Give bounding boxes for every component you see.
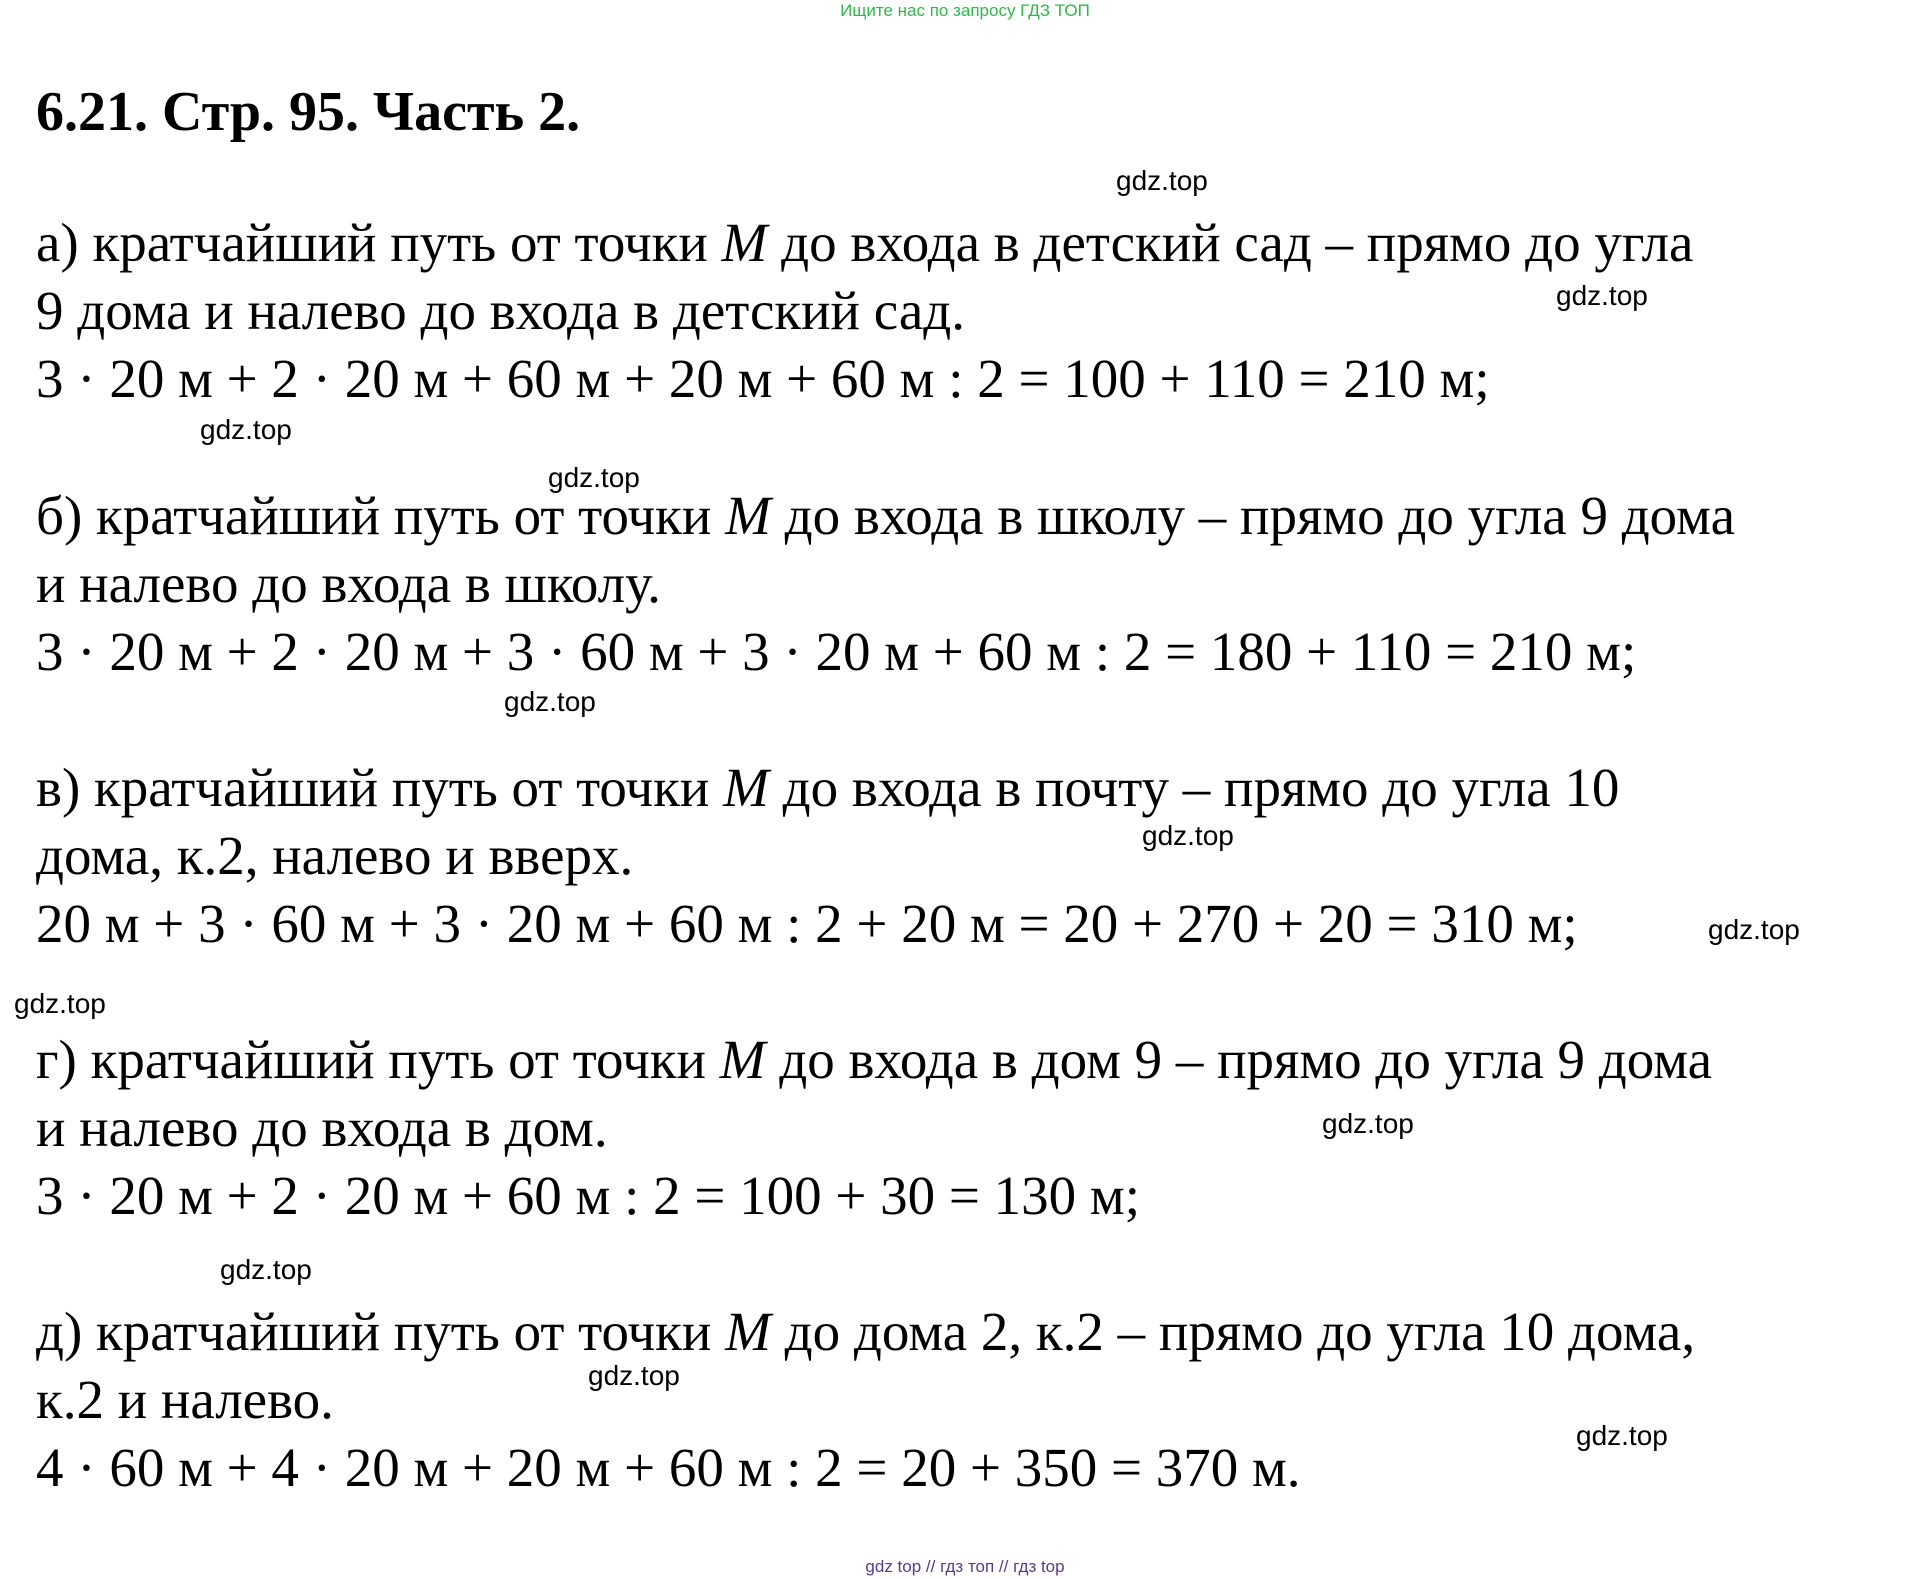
section-g-formula: 3 · 20 м + 2 · 20 м + 60 м : 2 = 100 + 30 = 130 м; [36,1165,1141,1226]
section-b-line2: и налево до входа в школу. [36,553,661,614]
section-b-formula: 3 · 20 м + 2 · 20 м + 3 · 60 м + 3 · 20 м + 60 м : 2 = 180 + 110 = 210 м; [36,621,1637,682]
watermark: gdz.top [200,414,292,445]
watermark: gdz.top [220,1254,312,1285]
point-label: M [725,1301,771,1362]
section-d-line2: к.2 и налево. [36,1369,334,1430]
section-g-line2: и налево до входа в дом. [36,1097,608,1158]
section-a-line2: 9 дома и налево до входа в детский сад. [36,280,965,341]
section-v-line2: дома, к.2, налево и вверх. [36,825,634,886]
section-a-formula: 3 · 20 м + 2 · 20 м + 60 м + 20 м + 60 м : 2 = 100 + 110 = 210 м; [36,348,1490,409]
watermark: gdz.top [1322,1108,1414,1139]
watermark: gdz.top [504,686,596,717]
point-label: M [723,757,769,818]
section-d-line1 [36,1300,1695,1364]
search-hint-link[interactable]: Ищите нас по запросу ГДЗ ТОП [840,1,1090,20]
section-g-prefix: г) кратчайший путь от точки [36,1029,720,1090]
section-a-line1 [36,211,1693,275]
watermark: gdz.top [1556,280,1648,311]
footer-links[interactable]: gdz top // гдз топ // гдз top [865,1557,1065,1576]
point-label: M [719,1029,766,1090]
section-v-line1 [36,756,1619,820]
section-d-formula: 4 · 60 м + 4 · 20 м + 20 м + 60 м : 2 = 20 + 350 = 370 м. [36,1437,1301,1498]
section-v-formula: 20 м + 3 · 60 м + 3 · 20 м + 60 м : 2 + 20 м = 20 + 270 + 20 = 310 м; [36,893,1578,954]
page-title: 6.21. Стр. 95. Часть 2. [36,81,581,143]
section-a-prefix: а) кратчайший путь от точки [36,212,722,273]
section-g-suffix: до входа в дом 9 – прямо до угла 9 дома [765,1029,1713,1090]
section-d-prefix: д) кратчайший путь от точки [36,1301,726,1362]
section-v-prefix: в) кратчайший путь от точки [36,757,724,818]
watermark: gdz.top [1142,820,1234,851]
section-b-suffix: до входа в школу – прямо до угла 9 дома [770,485,1735,546]
section-g-line1 [36,1028,1712,1092]
watermark: gdz.top [1708,914,1800,945]
section-b-prefix: б) кратчайший путь от точки [36,485,726,546]
section-a-suffix: до входа в детский сад – прямо до угла [767,212,1694,273]
watermark: gdz.top [1116,165,1208,196]
section-b-line1 [36,484,1735,548]
watermark: gdz.top [14,988,106,1019]
point-label: M [721,212,768,273]
watermark: gdz.top [1576,1420,1668,1451]
section-d-suffix: до дома 2, к.2 – прямо до угла 10 дома, [770,1301,1696,1362]
watermark: gdz.top [588,1360,680,1391]
point-label: M [725,485,771,546]
watermark: gdz.top [548,462,640,493]
section-v-suffix: до входа в почту – прямо до угла 10 [768,757,1620,818]
